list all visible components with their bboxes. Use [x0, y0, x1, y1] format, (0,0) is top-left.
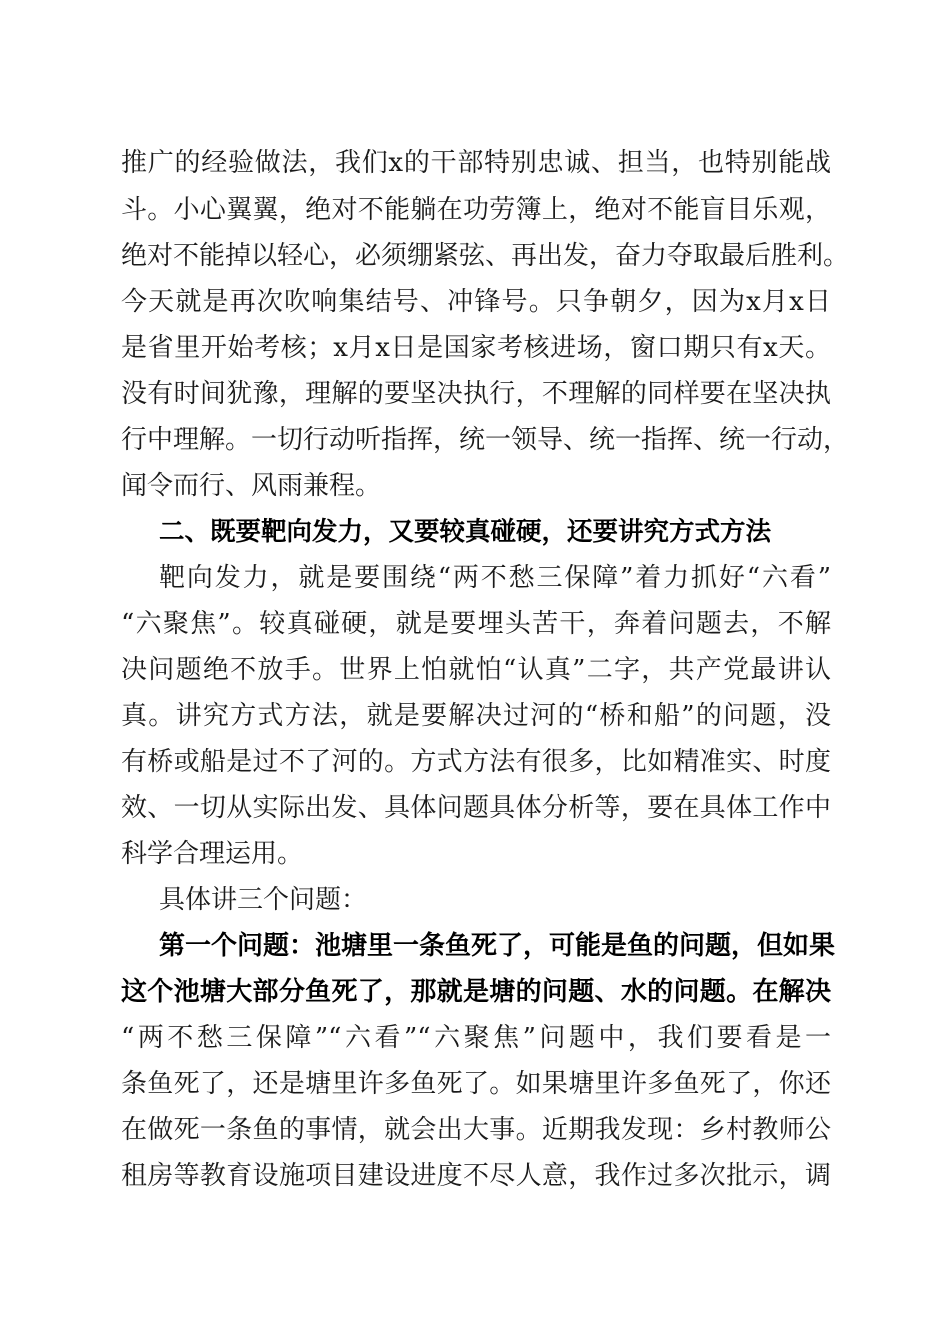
body-line: 在做死一条鱼的事情，就会出大事。近期我发现：乡村教师公 — [121, 1115, 831, 1145]
body-line: 租房等教育设施项目建设进度不尽人意，我作过多次批示，调 — [121, 1161, 831, 1191]
body-line: 靶向发力，就是要围绕“两不愁三保障”着力抓好“六看” — [159, 563, 831, 593]
body-line: 真。讲究方式方法，就是要解决过河的“桥和船”的问题，没 — [121, 701, 831, 731]
body-line: 具体讲三个问题： — [159, 885, 368, 915]
body-line: 第一个问题：池塘里一条鱼死了，可能是鱼的问题，但如果 — [159, 931, 836, 961]
body-line: 条鱼死了，还是塘里许多鱼死了。如果塘里许多鱼死了，你还 — [121, 1069, 831, 1099]
body-line: 是省里开始考核；x月x日是国家考核进场，窗口期只有x天。 — [121, 333, 831, 363]
body-line: 没有时间犹豫，理解的要坚决执行，不理解的同样要在坚决执 — [121, 379, 831, 409]
body-line: 绝对不能掉以轻心，必须绷紧弦、再出发，奋力夺取最后胜利。 — [121, 241, 850, 271]
body-line: “六聚焦”。较真碰硬，就是要埋头苦干，奔着问题去，不解 — [121, 609, 831, 639]
body-line: 科学合理运用。 — [121, 839, 304, 869]
body-line: 有桥或船是过不了河的。方式方法有很多，比如精准实、时度 — [121, 747, 831, 777]
body-line: 效、一切从实际出发、具体问题具体分析等，要在具体工作中 — [121, 793, 831, 823]
body-line: 今天就是再次吹响集结号、冲锋号。只争朝夕，因为x月x日 — [121, 287, 831, 317]
body-line: 行中理解。一切行动听指挥，统一领导、统一指挥、统一行动， — [121, 425, 850, 455]
body-line: 闻令而行、风雨兼程。 — [121, 471, 382, 501]
section-heading: 二、既要靶向发力，又要较真碰硬，还要讲究方式方法 — [159, 517, 772, 547]
body-line: 这个池塘大部分鱼死了，那就是塘的问题、水的问题。在解决 — [121, 977, 831, 1007]
body-line: 推广的经验做法，我们x的干部特别忠诚、担当，也特别能战 — [121, 148, 831, 178]
body-line: 决问题绝不放手。世界上怕就怕“认真”二字，共产党最讲认 — [121, 655, 831, 685]
body-line: “两不愁三保障”“六看”“六聚焦”问题中，我们要看是一 — [121, 1023, 831, 1053]
body-line: 斗。小心翼翼，绝对不能躺在功劳簿上，绝对不能盲目乐观， — [121, 195, 831, 225]
